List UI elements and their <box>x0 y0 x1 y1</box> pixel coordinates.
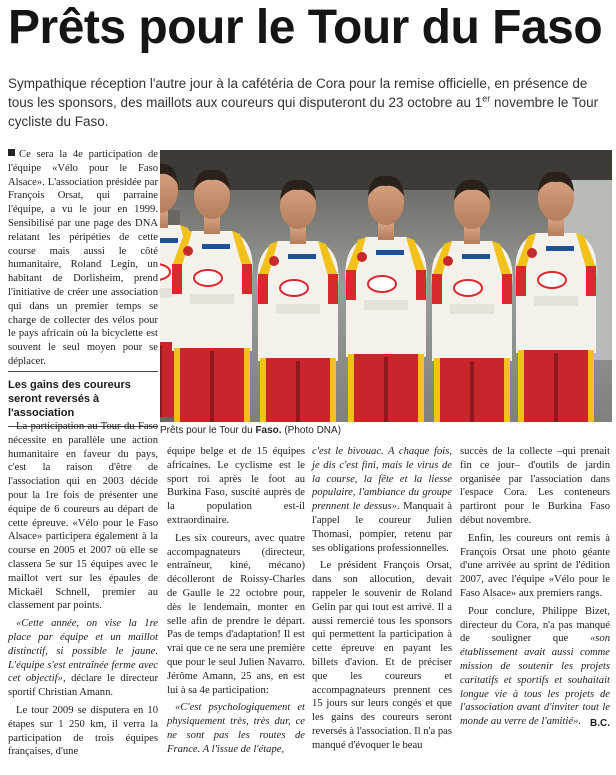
paragraph-text: Pour conclure, Philippe Bizet, directeur du Cora, n'a pas manqué de souligner que <box>460 605 610 645</box>
paragraph: Les six coureurs, avec quatre accompagnateurs (directeur, entraîneur, kiné, mécano) décolleront de Roissy-Charles de Gaulle le 22 octobre pour, dès le lendemain, monter en selle afin de prendre le départ. Pas de temps d'adaptation! Il est vrai que ce ne sera une première que pour le seul Julien Navarro. Jérôme Amann, 25 ans, en est lui à sa 4e participation: <box>167 532 305 696</box>
standfirst <box>8 74 608 131</box>
bullet-icon <box>8 149 15 156</box>
team-photo-image <box>160 150 612 422</box>
quote-paragraph <box>312 445 452 555</box>
quote-paragraph <box>460 605 610 729</box>
paragraph-text: . Manquait à l'appel le coureur Julien Thomasi, pompier, retenu par ses obligations professionnelles. <box>312 501 453 554</box>
paragraph: La participation au Tour du Faso nécessite en parallèle une action humanitaire en faveur du pays, c'est la raison d'être de l'association qui en 2003 décide pour la 1re fois de présenter une équipe de 6 coureurs au départ de cette épreuve. «Vélo pour le Faso Alsace» participera également à la course en 2005 et 2007 où elle se classera 5e sur 15 équipes avec le maillot vert sur les épaules de Mickaël Schnell, premier au classement par points. <box>8 421 158 612</box>
author-signature: B.C. <box>590 717 610 729</box>
quote-text: «son établissement avait aussi comme mission de soutenir les projets caritatifs et sportifs et souhaitait longue vie à tous les projets de l'association avant d'inviter tout le monde au verre de l'amitié». <box>460 633 610 728</box>
quote-paragraph <box>167 701 305 756</box>
intro-paragraph-text: Ce sera la 4e participation de l'équipe «Vélo pour le Faso Alsace». L'association présidée par François Orsat, qui parraine l'équipe, a vu le jour en 1999. Sensibilisé par une page des DNA relatant les péripéties de cette course mais aussi le côté humanitaire, Roland Legin, un habitant de Dorlisheim, prend l'initiative de créer une association qui dans un premier temps se charge de collecter des vélos pour le pays africain où la bicyclette est souvent le seul moyen pour se déplacer. <box>8 149 158 367</box>
standfirst-text-a: Sympathique réception l'autre jour à la cafétéria de Cora pour la remise officielle, en présence de tous les sponsors, des maillots aux coureurs qui disputeront du 23 octobre au 1 <box>8 76 588 110</box>
paragraph: succès de la collecte –qui prenait fin ce jour– d'outils de jardin organisée par l'association dans l'espace Cora. Les conteneurs partiront pour le Burkina Faso début novembre. <box>460 446 610 526</box>
paragraph: Le président François Orsat, dans son allocution, devait rappeler le souvenir de Roland Gelin par qui tout est arrivé. Il a aussi remercié tous les sponsors qui permettent la participation à cette épreuve en payant les billets d'avion. Et de préciser que les coureurs et accompagnateurs prennent ces 15 jours sur leurs congés et que les gains des coureurs seront reversés à l'association. Il n'a pas manqué d'évoquer le beau <box>312 560 452 751</box>
paragraph: équipe belge et de 15 équipes africaines. Le cyclisme est le sport roi après le foot au Burkina Faso, suscité auprès de la population est-il extraordinaire. <box>167 446 305 526</box>
column-4 <box>460 445 610 731</box>
quote-attribution: , déclare le directeur sportif Christian Amann. <box>8 673 158 699</box>
caption-text: Prêts pour le Tour du <box>160 425 256 436</box>
column-2 <box>167 445 305 761</box>
quote-paragraph <box>8 617 158 700</box>
quote-text: «C'est psychologiquement et physiquement très, très dur, ce ne sont pas les routes de France. A l'issue de l'étape, <box>167 702 305 755</box>
paragraph: Enfin, les coureurs ont remis à François Orsat une photo géante d'une arrivée au sprint de l'édition 2007, avec l'équipe «Vélo pour le Faso Alsace» aux premiers rangs. <box>460 532 610 599</box>
caption-credit: (Photo DNA) <box>281 425 342 436</box>
standfirst-text-b: novembre le Tour cycliste du Faso. <box>8 95 599 129</box>
photo-caption <box>160 425 612 436</box>
intro-paragraph <box>8 148 158 369</box>
quote-text: c'est le bivouac. A chaque fois, je dis c'est fini, mais le virus de la course, la fête et la liesse populaire, l'ambiance du groupe prennent le dessus» <box>312 446 452 513</box>
column-1-upper <box>8 148 158 373</box>
team-photo <box>160 150 612 422</box>
quote-text: «Cette année, on vise la 1re place par équipe et un maillot distinctif, si possible le jaune. L'équipe s'est entraînée ferme avec cet objectif» <box>8 618 158 685</box>
subheading: Les gains des coureurs seront reversés à l'association <box>8 371 158 427</box>
caption-bold: Faso. <box>255 425 282 436</box>
column-1-lower <box>8 420 158 763</box>
column-3 <box>312 445 452 757</box>
paragraph: Le tour 2009 se disputera en 10 étapes sur 1 250 km, il verra la participation de trois équipes françaises, d'une <box>8 704 158 758</box>
standfirst-superscript: er <box>482 93 491 104</box>
headline: Prêts pour le Tour du Faso <box>8 1 603 54</box>
